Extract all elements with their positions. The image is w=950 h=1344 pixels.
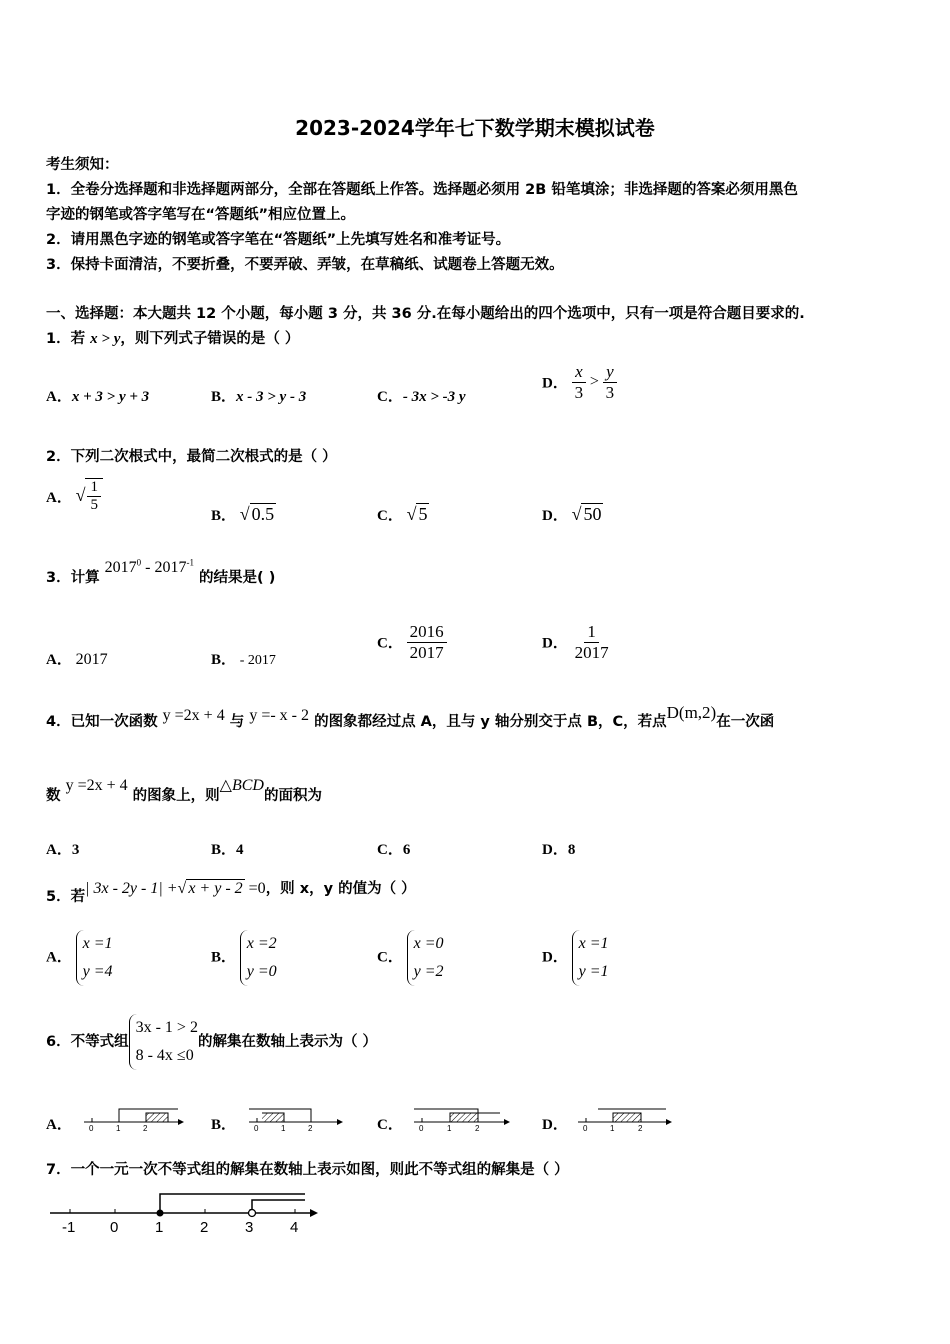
q5-option-c: C． x =0 y =2 — [377, 930, 444, 986]
q5-option-d: D． x =1 y =1 — [542, 930, 609, 986]
notice-heading: 考生须知： — [46, 157, 119, 173]
q3-option-a: A． 2017 — [46, 651, 108, 668]
q7-tick-neg1: -1 — [62, 1219, 76, 1236]
notice-line-4: 3．保持卡面清洁，不要折叠，不要弄破、弄皱，在草稿纸、试题卷上答题无效。 — [46, 257, 564, 273]
q4-option-a: A．3 — [46, 842, 80, 858]
q6d-tick-2: 2 — [638, 1124, 643, 1133]
q6a-tick-0: 0 — [89, 1124, 94, 1133]
q6-option-b-label: B． — [211, 1117, 237, 1133]
q5-option-b: B． x =2 y =0 — [211, 930, 277, 986]
question-1-stem: 1．若 x > y，则下列式子错误的是（ ） — [46, 331, 300, 347]
q7-tick-0: 0 — [110, 1219, 119, 1236]
q1-option-b: B．x - 3 > y - 3 — [211, 389, 307, 405]
q5-option-a: A． x =1 y =4 — [46, 930, 113, 986]
q6-option-d-label: D． — [542, 1117, 568, 1133]
q7-tick-3: 3 — [245, 1219, 254, 1236]
q6d-tick-1: 1 — [610, 1124, 615, 1133]
q6c-tick-1: 1 — [447, 1124, 452, 1133]
question-3-stem: 3．计算 $2017^0 - 2017^{-1}$ 的结果是( ) — [46, 557, 276, 586]
section-heading: 一、选择题：本大题共 12 个小题，每小题 3 分，共 36 分.在每小题给出的四个选项中，只有一项是符合题目要求的. — [46, 306, 805, 322]
q7-tick-1: 1 — [155, 1219, 164, 1236]
q6a-tick-2: 2 — [143, 1124, 148, 1133]
q6-option-d-number-line — [578, 1109, 672, 1133]
question-2-stem: 2．下列二次根式中，最简二次根式的是（ ） — [46, 449, 337, 465]
q3-option-b: B． - 2017 — [211, 652, 276, 668]
q4-option-c: C．6 — [377, 842, 411, 858]
q7-tick-2: 2 — [200, 1219, 209, 1236]
q3-option-c: C． $\frac{2016}{2017}$ — [377, 622, 447, 662]
q2-option-a: A． √ $\frac{1}{5}$ — [46, 478, 103, 515]
q7-number-line — [50, 1194, 318, 1236]
q3-option-d: D． $\frac{1}{2017}$ — [542, 622, 609, 662]
notice-line-2: 字迹的钢笔或答字笔写在“答题纸”相应位置上。 — [46, 207, 356, 223]
q1-option-c: C．- 3x > -3 y — [377, 389, 466, 405]
q2-option-d: D． √ 50 — [542, 504, 602, 524]
q6c-tick-2: 2 — [475, 1124, 480, 1133]
question-7-stem: 7．一个一元一次不等式组的解集在数轴上表示如图，则此不等式组的解集是（ ） — [46, 1162, 569, 1178]
q6b-tick-0: 0 — [254, 1124, 259, 1133]
q2-option-c: C． √ 5 — [377, 504, 428, 524]
page-title: 2023-2024学年七下数学期末模拟试卷 — [295, 116, 655, 140]
q7-tick-4: 4 — [290, 1219, 299, 1236]
question-4-stem-line-2: 数 y =2x + 4 的图象上，则△BCD的面积为 — [46, 777, 322, 804]
q6-option-c-label: C． — [377, 1117, 403, 1133]
question-4-stem-line-1: 4．已知一次函数 y =2x + 4 与 y =- x - 2 的图象都经过点 A，且与 y 轴分别交于点 B，C，若点D(m,2)在一次函 — [46, 703, 775, 730]
q6a-tick-1: 1 — [116, 1124, 121, 1133]
q2-option-b: B． √ 0.5 — [211, 504, 275, 524]
q6c-tick-0: 0 — [419, 1124, 424, 1133]
q6-option-c-number-line — [414, 1109, 510, 1133]
q6b-tick-1: 1 — [281, 1124, 286, 1133]
q6-option-a-number-line — [84, 1109, 184, 1133]
q4-option-d: D．8 — [542, 842, 576, 858]
q4-option-b: B．4 — [211, 842, 244, 858]
question-6-stem: 6．不等式组 3x - 1 > 2 8 - 4x ≤0 的解集在数轴上表示为（ ） — [46, 1014, 377, 1070]
q1-option-a: A．x + 3 > y + 3 — [46, 389, 150, 405]
question-5-stem: 5．若| 3x - 2y - 1| +√ x + y - 2 =0，则 x，y 的值为（ ） — [46, 880, 416, 905]
q6d-tick-0: 0 — [583, 1124, 588, 1133]
q6b-tick-2: 2 — [308, 1124, 313, 1133]
q6-option-b-number-line — [249, 1109, 343, 1133]
q7-open-point — [249, 1210, 256, 1217]
q6-option-a-label: A． — [46, 1117, 72, 1133]
q1-option-d: D． $\frac{x}{3}$ > $\frac{y}{3}$ — [542, 362, 617, 402]
q7-closed-point — [157, 1210, 164, 1217]
notice-line-1: 1．全卷分选择题和非选择题两部分，全部在答题纸上作答。选择题必须用 2B 铅笔填涂；非选择题的答案必须用黑色 — [46, 182, 798, 198]
notice-line-3: 2．请用黑色字迹的钢笔或答字笔在“答题纸”上先填写姓名和准考证号。 — [46, 232, 511, 248]
